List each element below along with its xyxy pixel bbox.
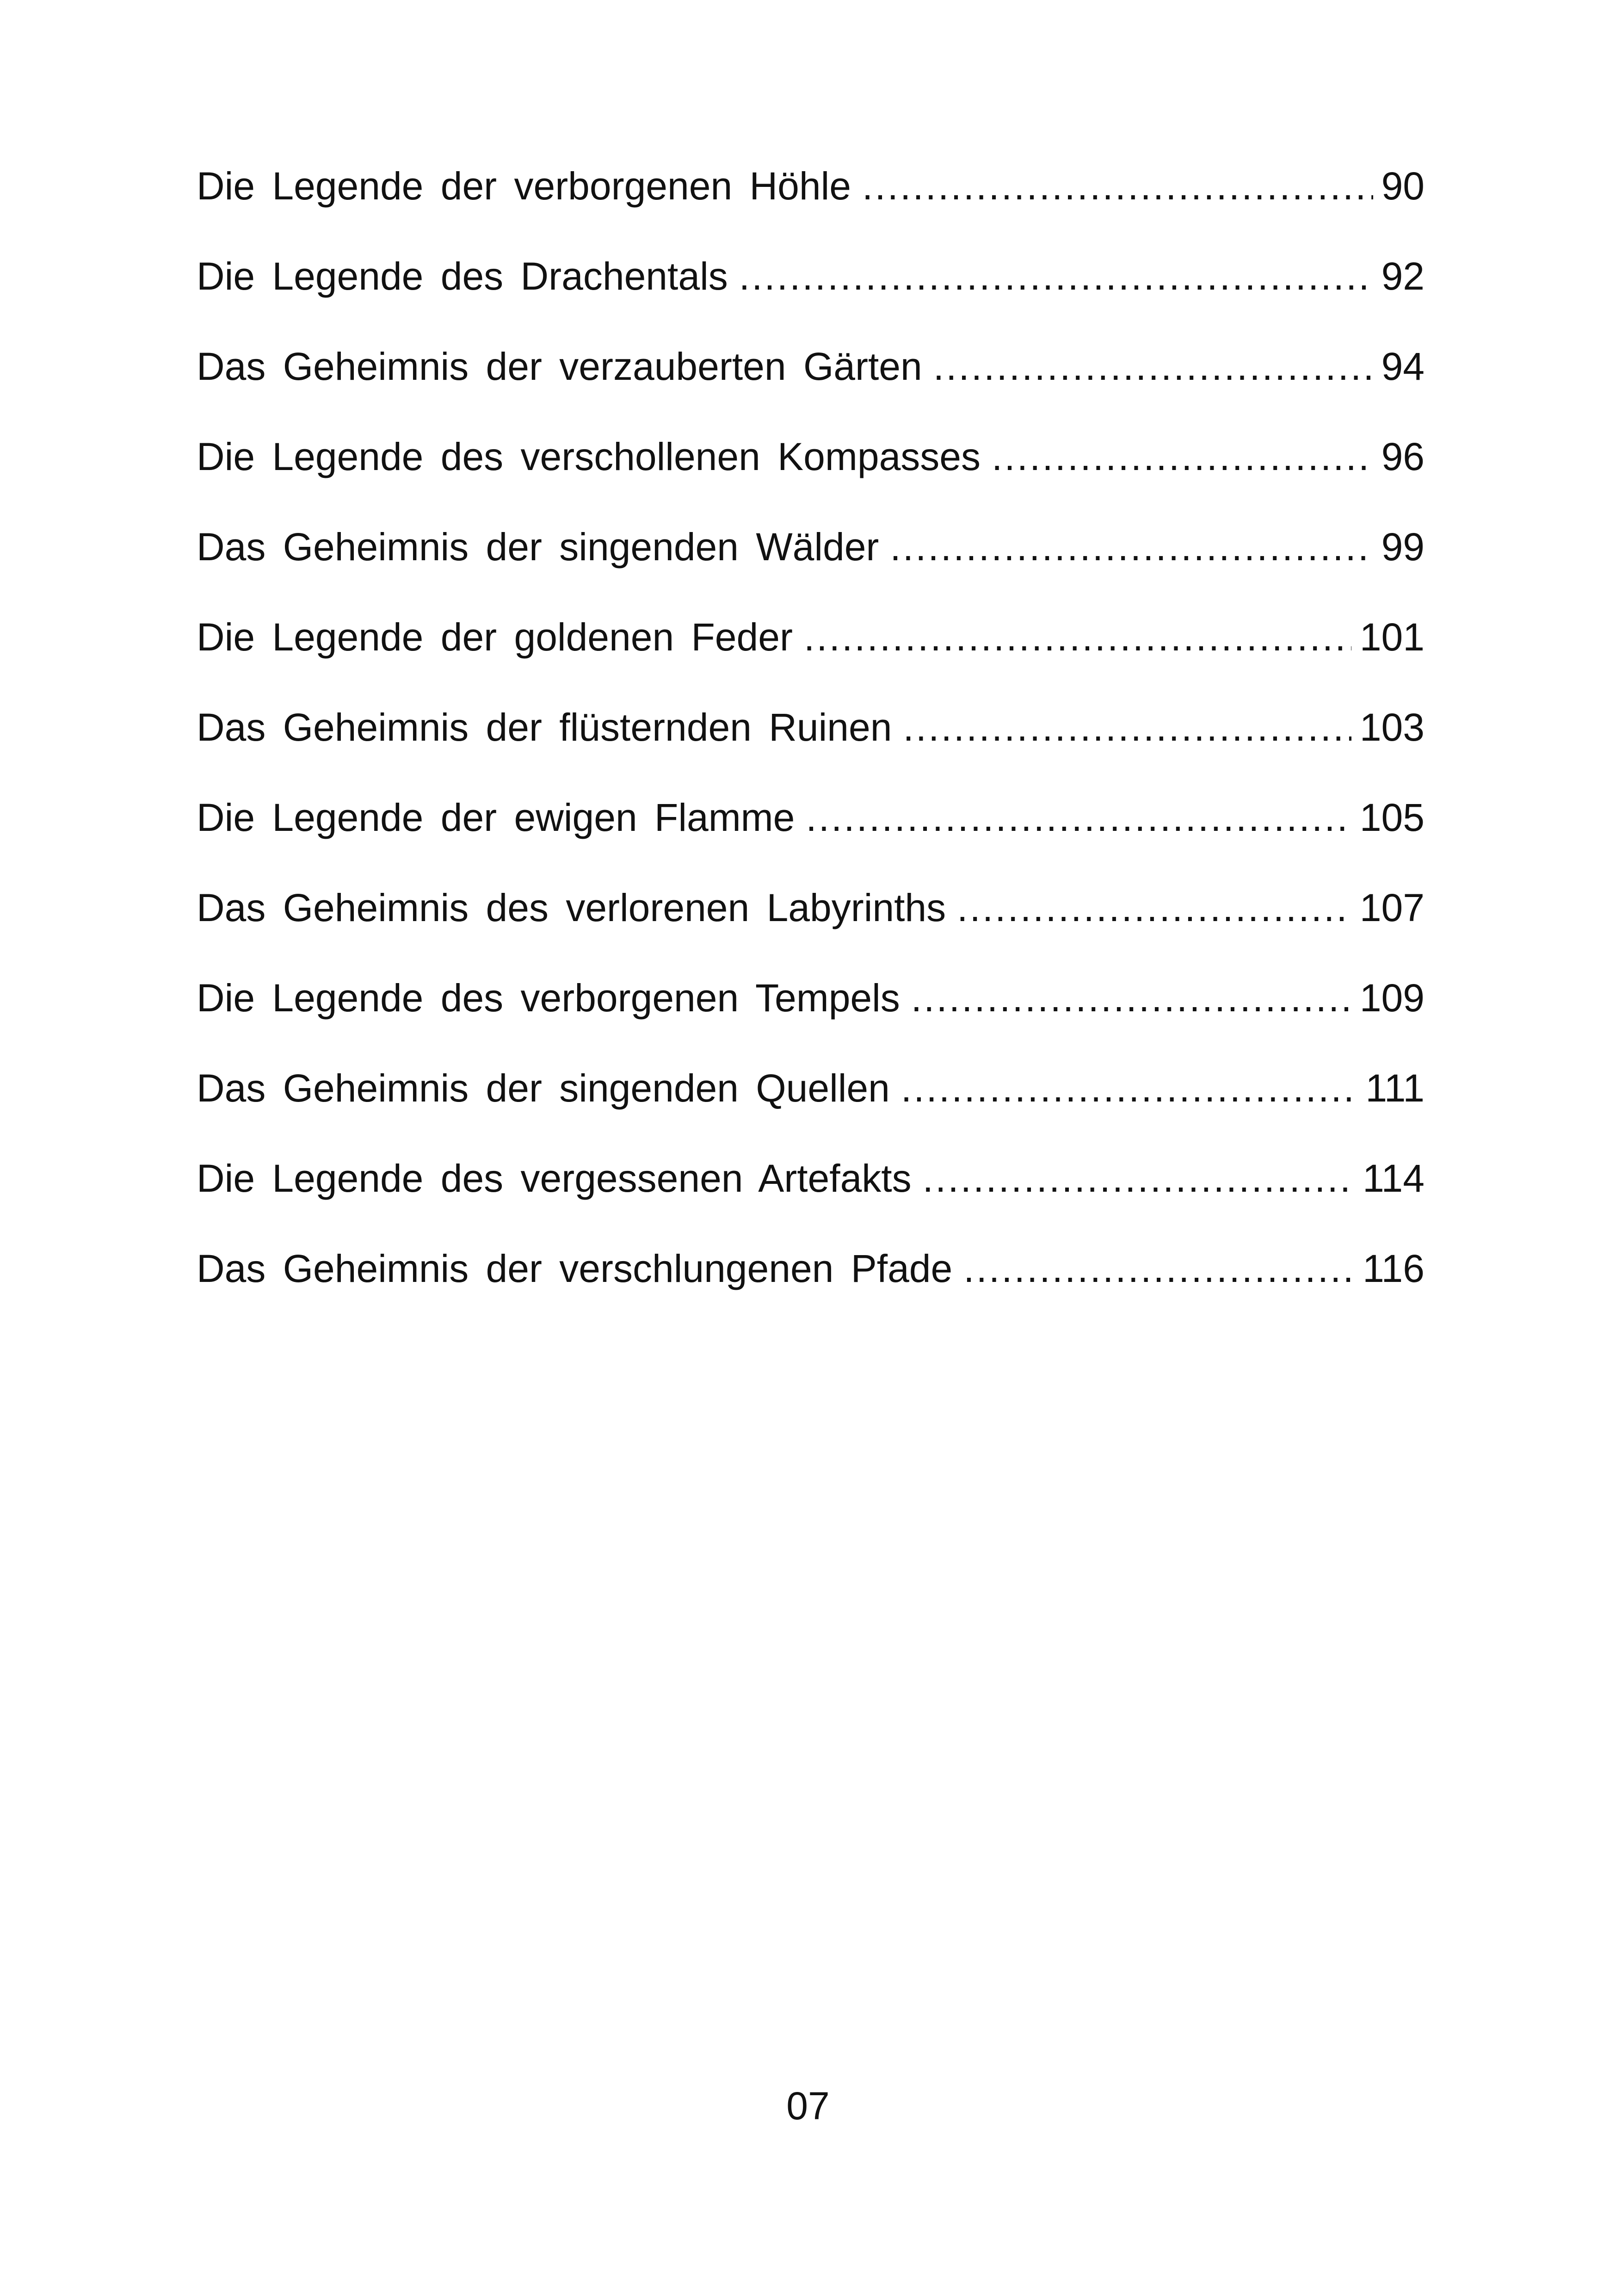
toc-entry[interactable]: [197, 615, 1425, 708]
toc-entry[interactable]: [197, 437, 1425, 527]
toc-entry[interactable]: [197, 888, 1425, 978]
toc-entry-page: 111: [1365, 1066, 1425, 1110]
toc-dot-leader: [963, 1249, 1354, 1288]
toc-entry-page: 94: [1381, 345, 1425, 388]
toc-entry-title: Das Geheimnis der singenden Quellen: [197, 1066, 890, 1110]
toc-entry[interactable]: [197, 798, 1425, 888]
toc-entry-title: Die Legende des Drachentals: [197, 254, 728, 298]
toc-entry-page: 105: [1359, 796, 1425, 839]
toc-dot-leader: [806, 798, 1351, 837]
toc-entry-page: 92: [1381, 254, 1425, 298]
toc-entry-title: Das Geheimnis der singenden Wälder: [197, 525, 879, 569]
page-number: 07: [786, 2084, 830, 2128]
toc-entry-title: Das Geheimnis der flüsternden Ruinen: [197, 706, 892, 749]
toc-entry-page: 101: [1359, 615, 1425, 659]
toc-dot-leader: [933, 347, 1373, 386]
toc-entry-title: Das Geheimnis des verlorenen Labyrinths: [197, 886, 946, 929]
toc-dot-leader: [739, 257, 1373, 296]
toc-entry-page: 109: [1359, 976, 1425, 1020]
toc-entry[interactable]: [197, 708, 1425, 798]
toc-entry-title: Die Legende der goldenen Feder: [197, 615, 793, 659]
toc-entry-page: 96: [1381, 435, 1425, 478]
toc-entry[interactable]: [197, 1066, 1425, 1159]
toc-dot-leader: [957, 888, 1351, 927]
toc-entry-page: 114: [1363, 1157, 1425, 1200]
table-of-contents: [197, 164, 1425, 1339]
toc-entry[interactable]: [197, 978, 1425, 1069]
toc-entry-title: Die Legende des verschollenen Kompasses: [197, 435, 981, 478]
toc-dot-leader: [862, 167, 1373, 205]
toc-entry-page: 90: [1381, 164, 1425, 208]
toc-entry-title: Die Legende der verborgenen Höhle: [197, 164, 851, 208]
toc-dot-leader: [804, 618, 1351, 656]
toc-entry[interactable]: [197, 254, 1425, 347]
toc-entry[interactable]: [197, 1159, 1425, 1249]
toc-entry[interactable]: [197, 527, 1425, 618]
toc-entry-title: Die Legende der ewigen Flamme: [197, 796, 795, 839]
toc-entry-title: Die Legende des verborgenen Tempels: [197, 976, 900, 1020]
toc-entry[interactable]: [197, 347, 1425, 437]
toc-entry[interactable]: [197, 1249, 1425, 1339]
toc-entry-title: Das Geheimnis der verschlungenen Pfade: [197, 1247, 953, 1290]
toc-entry-page: 107: [1359, 886, 1425, 929]
toc-entry[interactable]: [197, 164, 1425, 257]
toc-dot-leader: [890, 527, 1373, 566]
toc-entry-page: 99: [1381, 525, 1425, 569]
toc-dot-leader: [911, 978, 1351, 1017]
toc-dot-leader: [923, 1159, 1354, 1198]
toc-entry-title: Die Legende des vergessenen Artefakts: [197, 1157, 912, 1200]
toc-dot-leader: [903, 708, 1351, 747]
toc-entry-title: Das Geheimnis der verzauberten Gärten: [197, 345, 922, 388]
toc-entry-page: 116: [1363, 1247, 1425, 1290]
toc-dot-leader: [992, 437, 1373, 476]
toc-entry-page: 103: [1359, 706, 1425, 749]
toc-dot-leader: [901, 1069, 1357, 1108]
